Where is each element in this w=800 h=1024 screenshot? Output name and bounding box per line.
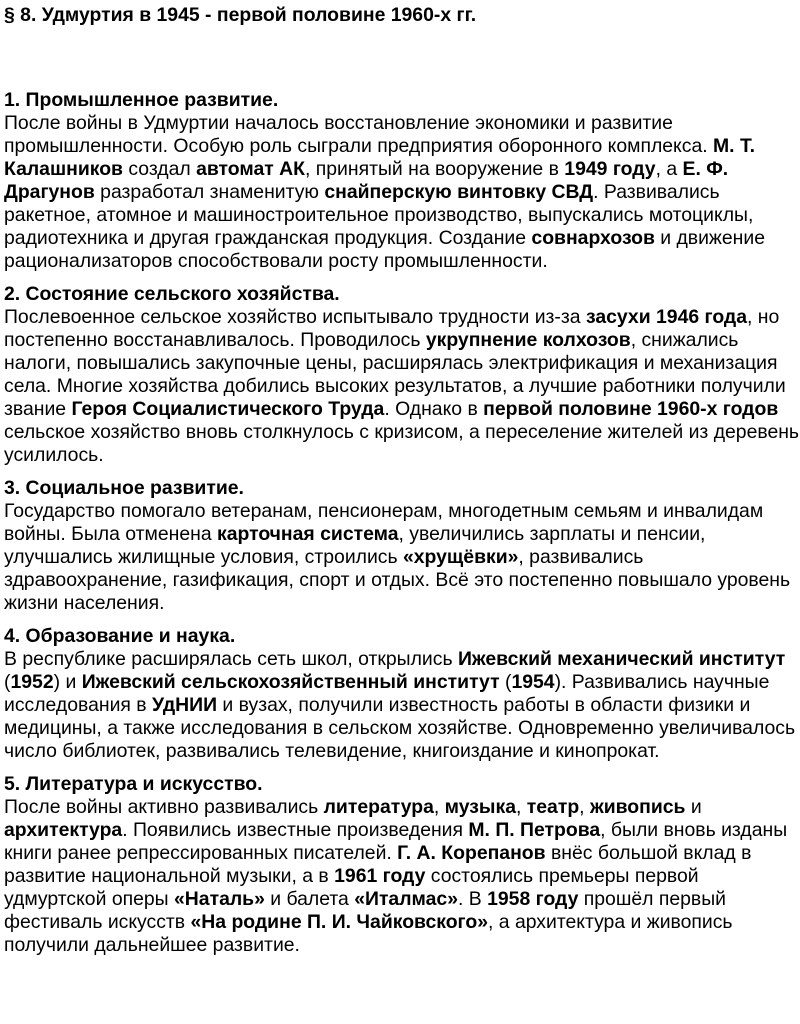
bold-term: «Италмас» — [354, 888, 458, 910]
section-heading: 5. Литература и искусство. — [4, 773, 263, 795]
text-run: сельское хозяйство вновь столкнулось с кризисом, а переселение жителей из деревень усилилось. — [4, 421, 800, 466]
text-run: . Однако в — [384, 398, 484, 420]
bold-term: УдНИИ — [151, 694, 218, 716]
section-heading: 2. Состояние сельского хозяйства. — [4, 283, 340, 305]
bold-term: засухи 1946 года — [585, 306, 748, 328]
section-1 — [4, 89, 800, 273]
bold-term: архитектура — [4, 819, 123, 841]
text-run: , — [433, 796, 445, 818]
text-run: внёс большой вклад в развитие национальной музыки, а в — [4, 842, 752, 887]
bold-term: «Наталь» — [174, 888, 265, 910]
bold-term: снайперскую винтовку СВД — [324, 181, 594, 203]
section-paragraph — [4, 306, 800, 467]
sections-container — [4, 89, 800, 957]
text-run: , развивались здравоохранение, газификация, спорт и отдых. Всё это постепенно повышало уровень жизни населения. — [4, 546, 791, 614]
bold-term: «хрущёвки» — [402, 546, 519, 568]
text-run: ( — [4, 671, 11, 693]
text-run: разработал знаменитую — [94, 181, 325, 203]
bold-term: 1954 — [511, 671, 555, 693]
text-run: ) и — [53, 671, 82, 693]
text-run: создал — [122, 158, 197, 180]
bold-term: совнархозов — [531, 227, 655, 249]
bold-term: М. Т. Калашников — [4, 135, 756, 180]
title-spacer — [4, 27, 800, 89]
section-2 — [4, 283, 800, 467]
section-heading: 3. Социальное развитие. — [4, 477, 244, 499]
text-run: , а архитектура и живопись получили дальнейшее развитие. — [4, 911, 733, 956]
bold-term: Г. А. Корепанов — [397, 842, 546, 864]
text-run: Государство помогало ветеранам, пенсионерам, многодетным семьям и инвалидам войны. Была отменена — [4, 500, 764, 545]
text-run: . Появились известные произведения — [122, 819, 469, 841]
text-run: ). Развивались научные исследования в — [4, 671, 770, 716]
bold-term: живопись — [589, 796, 686, 818]
text-run: , а — [655, 158, 683, 180]
bold-term: музыка — [444, 796, 516, 818]
bold-term: 1949 году — [564, 158, 656, 180]
bold-term: Е. Ф. Драгунов — [4, 158, 729, 203]
bold-term: первой половине 1960-х годов — [483, 398, 779, 420]
bold-term: театр — [526, 796, 580, 818]
bold-term: литература — [323, 796, 434, 818]
section-paragraph — [4, 500, 800, 615]
text-run: и вузах, получили известность работы в области физики и медицины, а также исследования в сельском хозяйстве. Одновременно увеличивалось число библиотек, развивались телевидение, книгоиздание и кинопрокат. — [4, 694, 796, 762]
section-5 — [4, 773, 800, 957]
text-run: Послевоенное сельское хозяйство испытывало трудности из-за — [4, 306, 586, 328]
bold-term: Ижевский механический институт — [457, 648, 786, 670]
bold-term: «На родине П. И. Чайковского» — [190, 911, 488, 933]
section-heading: 4. Образование и наука. — [4, 625, 236, 647]
text-run: и — [685, 796, 702, 818]
section-heading: 1. Промышленное развитие. — [4, 89, 279, 111]
text-run: состоялись премьеры первой удмуртской оперы — [4, 865, 699, 910]
text-run: , но постепенно восстанавливалось. Проводилось — [4, 306, 780, 351]
text-run: прошёл первый фестиваль искусств — [4, 888, 726, 933]
bold-term: укрупнение колхозов — [425, 329, 631, 351]
text-run: , снижались налоги, повышались закупочные цены, расширялась электрификация и механизация села. Многие хозяйства добились высоких результатов, а лучшие работники получили звание — [4, 329, 786, 420]
section-paragraph — [4, 796, 800, 957]
section-paragraph — [4, 112, 800, 273]
bold-term: 1952 — [10, 671, 54, 693]
text-run: ( — [499, 671, 512, 693]
text-run: , были вновь изданы книги ранее репрессированных писателей. — [4, 819, 788, 864]
bold-term: М. П. Петрова — [468, 819, 601, 841]
text-run: . В — [457, 888, 488, 910]
text-run: , — [579, 796, 590, 818]
text-run: . Развивались ракетное, атомное и машиностроительное производство, выпускались мотоциклы, радиотехника и другая гражданская продукция. Создание — [4, 181, 754, 249]
bold-term: 1961 году — [334, 865, 426, 887]
text-run: , принятый на вооружение в — [304, 158, 565, 180]
bold-term: 1958 году — [487, 888, 579, 910]
bold-term: Героя Социалистического Труда — [71, 398, 385, 420]
text-run: После войны в Удмуртии началось восстановление экономики и развитие промышленности. Особую роль сыграли предприятия оборонного комплекса. — [4, 112, 714, 157]
text-run: , увеличились зарплаты и пенсии, улучшались жилищные условия, строились — [4, 523, 706, 568]
section-paragraph — [4, 648, 800, 763]
page-title: § 8. Удмуртия в 1945 - первой половине 1960-х гг. — [4, 4, 477, 26]
text-run: В республике расширялась сеть школ, открылись — [4, 648, 458, 670]
text-run: , — [515, 796, 527, 818]
bold-term: автомат АК — [196, 158, 305, 180]
section-4 — [4, 625, 800, 763]
section-3 — [4, 477, 800, 615]
text-run: и движение рационализаторов способствовали росту промышленности. — [4, 227, 766, 272]
text-run: После войны активно развивались — [4, 796, 324, 818]
bold-term: Ижевский сельскохозяйственный институт — [81, 671, 500, 693]
bold-term: карточная система — [217, 523, 399, 545]
text-run: и балета — [264, 888, 355, 910]
